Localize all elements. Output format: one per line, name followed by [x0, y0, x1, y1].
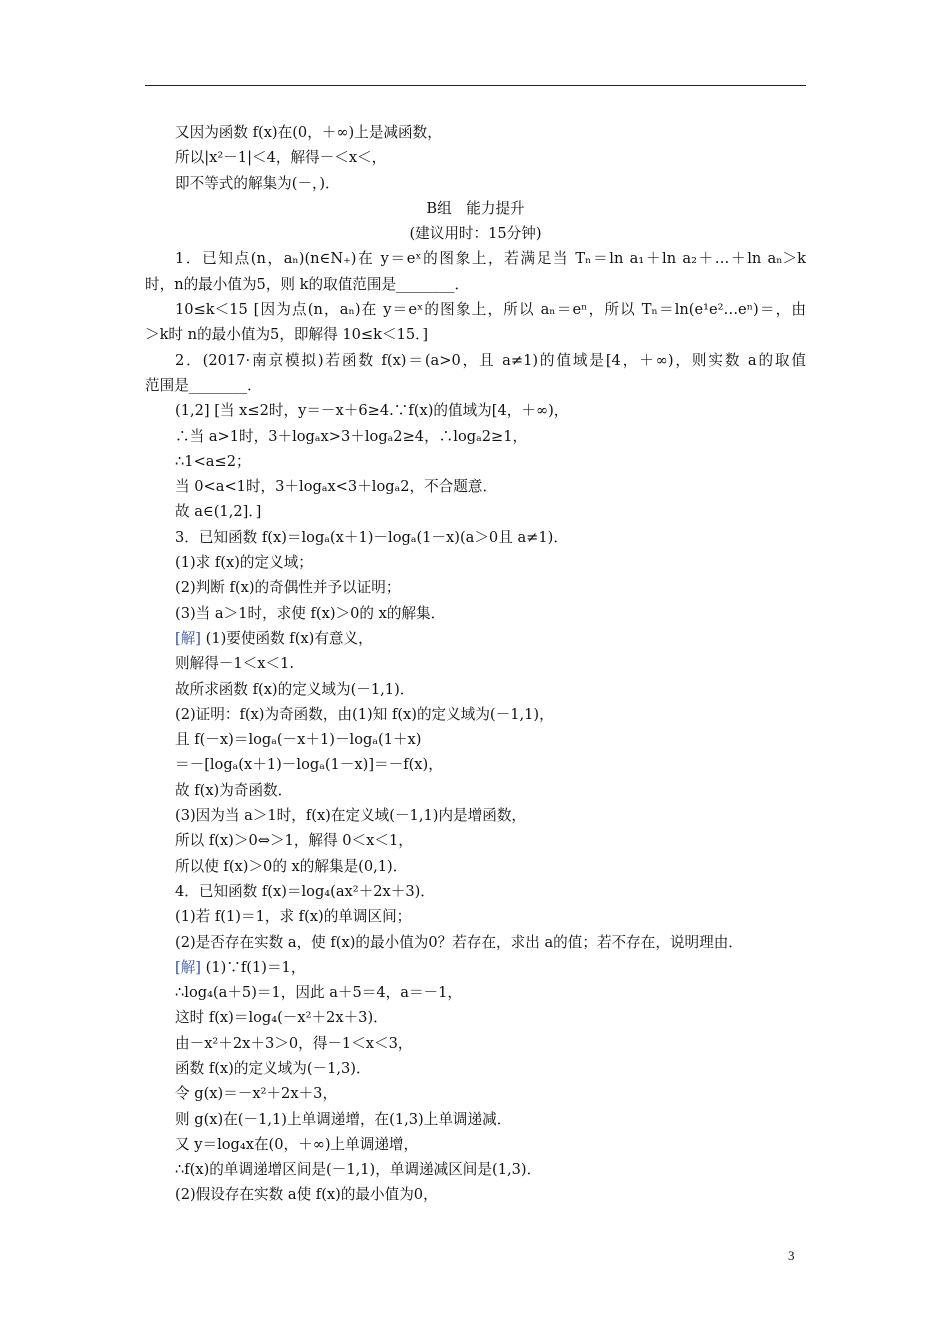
text-line: 10≤k＜15 [因为点(n，aₙ)在 y＝eˣ的图象上，所以 aₙ＝eⁿ，所以 Tₙ＝ln(e¹e²…eⁿ)＝，由: [175, 301, 806, 319]
text-line: 故 a∈(1,2]．]: [175, 503, 262, 521]
text-line: 故 f(x)为奇函数．: [175, 781, 293, 799]
text-line: 这时 f(x)＝log₄(－x²＋2x＋3)．: [175, 1009, 388, 1027]
text-line: (建议用时：15分钟): [409, 225, 542, 243]
text-line: 又因为函数 f(x)在(0，＋∞)上是减函数，: [175, 124, 442, 141]
text-line: (2)假设存在实数 a使 f(x)的最小值为0，: [175, 1186, 438, 1204]
text-line: (2)证明：f(x)为奇函数，由(1)知 f(x)的定义域为(－1,1)，: [175, 705, 554, 723]
text-line: 1．已知点(n，aₙ)(n∈N₊)在 y＝eˣ的图象上，若满足当 Tₙ＝ln a₁＋ln a₂＋…＋ln aₙ＞k: [175, 250, 806, 268]
solution-text: (1)要使函数 f(x)有意义，: [200, 629, 373, 647]
text-line: 由－x²＋2x＋3＞0，得－1＜x＜3，: [175, 1034, 413, 1052]
text-line: 函数 f(x)的定义域为(－1,3)．: [175, 1059, 371, 1077]
text-line: [145, 955, 806, 980]
text-line: 范围是________．: [145, 376, 262, 394]
text-line: 时，n的最小值为5，则 k的取值范围是________．: [145, 275, 470, 293]
text-line: (1)求 f(x)的定义域；: [175, 554, 313, 572]
text-line: ＞k时 n的最小值为5，即解得 10≤k＜15．]: [145, 326, 429, 344]
text-line: 所以|x²－1|＜4，解得－＜x＜，: [175, 149, 387, 167]
text-line: ∴当 a>1时，3＋logₐx>3＋logₐ2≥4，∴logₐ2≥1，: [175, 427, 528, 445]
text-line: 故所求函数 f(x)的定义域为(－1,1)．: [175, 680, 415, 698]
text-line: ∴f(x)的单调递增区间是(－1,1)，单调递减区间是(1,3)．: [175, 1161, 542, 1179]
text-line: (3)因为当 a＞1时，f(x)在定义域(－1,1)内是增函数，: [175, 807, 527, 825]
solution-marker: [解]: [175, 629, 201, 647]
text-line: 2．(2017·南京模拟)若函数 f(x)＝(a>0，且 a≠1)的值域是[4，＋∞)，则实数 a的取值: [175, 351, 806, 369]
text-line: 当 0<a<1时，3＋logₐx<3＋logₐ2，不合题意．: [175, 478, 498, 496]
document-body: [145, 120, 806, 1208]
text-line: 则解得－1＜x＜1.: [175, 655, 295, 673]
text-line: ∴log₄(a＋5)＝1，因此 a＋5＝4，a＝－1，: [175, 984, 463, 1002]
text-line: 4．已知函数 f(x)＝log₄(ax²＋2x＋3)．: [175, 882, 435, 900]
text-line: ＝－[logₐ(x＋1)－logₐ(1－x)]＝－f(x)，: [175, 756, 443, 774]
text-line: 又 y＝log₄x在(0，＋∞)上单调递增，: [175, 1135, 419, 1153]
header-rule: [145, 85, 806, 86]
text-line: 所以使 f(x)＞0的 x的解集是(0,1)．: [175, 857, 408, 875]
text-line: (1)若 f(1)＝1，求 f(x)的单调区间；: [175, 908, 412, 926]
text-line: (2)判断 f(x)的奇偶性并予以证明；: [175, 579, 401, 597]
text-line: ∴1<a≤2；: [175, 452, 251, 470]
page-number: 3: [788, 1248, 795, 1263]
text-line: [145, 626, 806, 651]
solution-text: (1)∵f(1)＝1，: [200, 958, 306, 976]
text-line: B组 能力提升: [426, 199, 525, 217]
text-line: (3)当 a＞1时，求使 f(x)＞0的 x的解集．: [175, 604, 446, 622]
text-line: 令 g(x)＝－x²＋2x＋3，: [175, 1085, 338, 1103]
text-line: 3．已知函数 f(x)＝logₐ(x＋1)－logₐ(1－x)(a＞0且 a≠1)．: [175, 528, 568, 546]
text-line: (1,2] [当 x≤2时，y＝－x＋6≥4.∵f(x)的值域为[4，＋∞)，: [175, 402, 569, 420]
text-line: 所以 f(x)＞0⇔＞1，解得 0＜x＜1，: [175, 832, 413, 850]
text-line: (2)是否存在实数 a，使 f(x)的最小值为0？若存在，求出 a的值；若不存在，说明理由．: [175, 933, 743, 951]
text-line: 且 f(－x)＝logₐ(－x＋1)－logₐ(1＋x): [175, 731, 422, 749]
solution-marker: [解]: [175, 958, 201, 976]
text-line: 即不等式的解集为(－，)．: [175, 174, 340, 192]
text-line: 则 g(x)在(－1,1)上单调递增，在(1,3)上单调递减．: [175, 1110, 512, 1128]
